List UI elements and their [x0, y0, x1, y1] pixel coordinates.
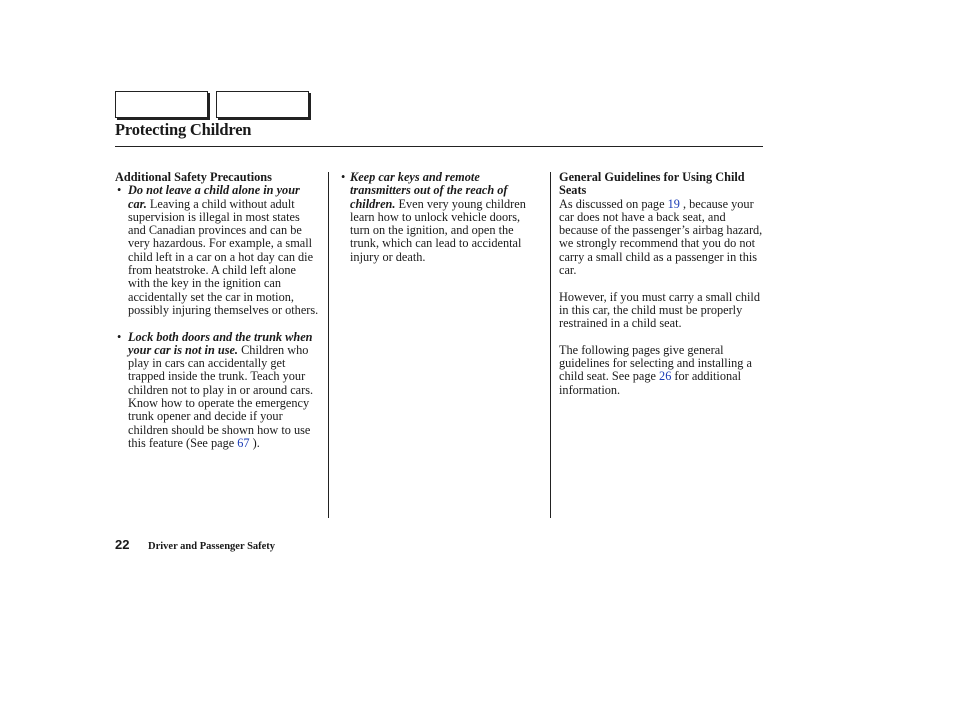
- bullet-icon: •: [117, 183, 122, 198]
- footer-section-label: Driver and Passenger Safety: [148, 541, 276, 552]
- bullet-lead: Keep car keys and remote transmitters out of the reach of children.: [350, 170, 508, 211]
- page-link-19[interactable]: 19: [667, 196, 680, 211]
- column-right: [559, 171, 765, 397]
- list-item-lock-doors: [115, 331, 319, 451]
- bullet-lead: Lock both doors and the trunk when your car is not in use.: [128, 329, 313, 357]
- column-middle: [339, 171, 542, 264]
- bullet-text-end: ).: [249, 435, 260, 450]
- title-divider: [115, 146, 763, 147]
- list-item-keep-keys: [339, 171, 542, 264]
- paragraph-following-pages: The following pages give general guidelines for selecting and installing a child seat. See page 26 for additional information.: [559, 342, 752, 397]
- bullet-icon: •: [341, 170, 346, 184]
- bullet-lead: Do not leave a child alone in your car.: [128, 183, 300, 211]
- list-item-do-not-leave-child: [115, 184, 319, 317]
- bullet-text: Leaving a child without adult supervision is illegal in most states and Canadian provinces and can be very hazardous. For example, a small child left in a car on a hot day can die from heatstroke. A child left alone with the key in the ignition can accidentally set the car in motion, possibly injuring themselves or others.: [128, 196, 319, 317]
- section-heading-guidelines: General Guidelines for Using Child Seats: [559, 170, 745, 198]
- page-link-67[interactable]: 67: [237, 435, 250, 450]
- bullet-text: Even very young children learn how to unlock vehicle doors, turn on the ignition, and open the trunk, which can lead to accidental injury or death.: [350, 196, 526, 264]
- column-divider: [328, 172, 329, 518]
- paragraph-restraint: However, if you must carry a small child in this car, the child must be properly restrained in a child seat.: [559, 289, 760, 331]
- page-title: Protecting Children: [115, 120, 252, 139]
- column-divider: [550, 172, 551, 518]
- paragraph-recommendation: As discussed on page 19 , because your car does not have a back seat, and because of the passenger’s airbag hazard, we strongly recommend that you do not carry a small child as a passenger in this car.: [559, 196, 763, 278]
- page-link-26[interactable]: 26: [659, 369, 672, 384]
- column-left: [115, 171, 319, 450]
- page-number: 22: [115, 537, 130, 552]
- bullet-text: Children who play in cars can accidentally get trapped inside the trunk. Teach your children not to play in or around cars. Know how to operate the emergency trunk opener and decide if your children should be shown how to use this feature (See page: [128, 342, 314, 450]
- bullet-icon: •: [117, 329, 122, 344]
- nav-previous-button[interactable]: [115, 91, 208, 118]
- nav-next-button[interactable]: [216, 91, 309, 118]
- section-heading-precautions: Additional Safety Precautions: [115, 170, 272, 184]
